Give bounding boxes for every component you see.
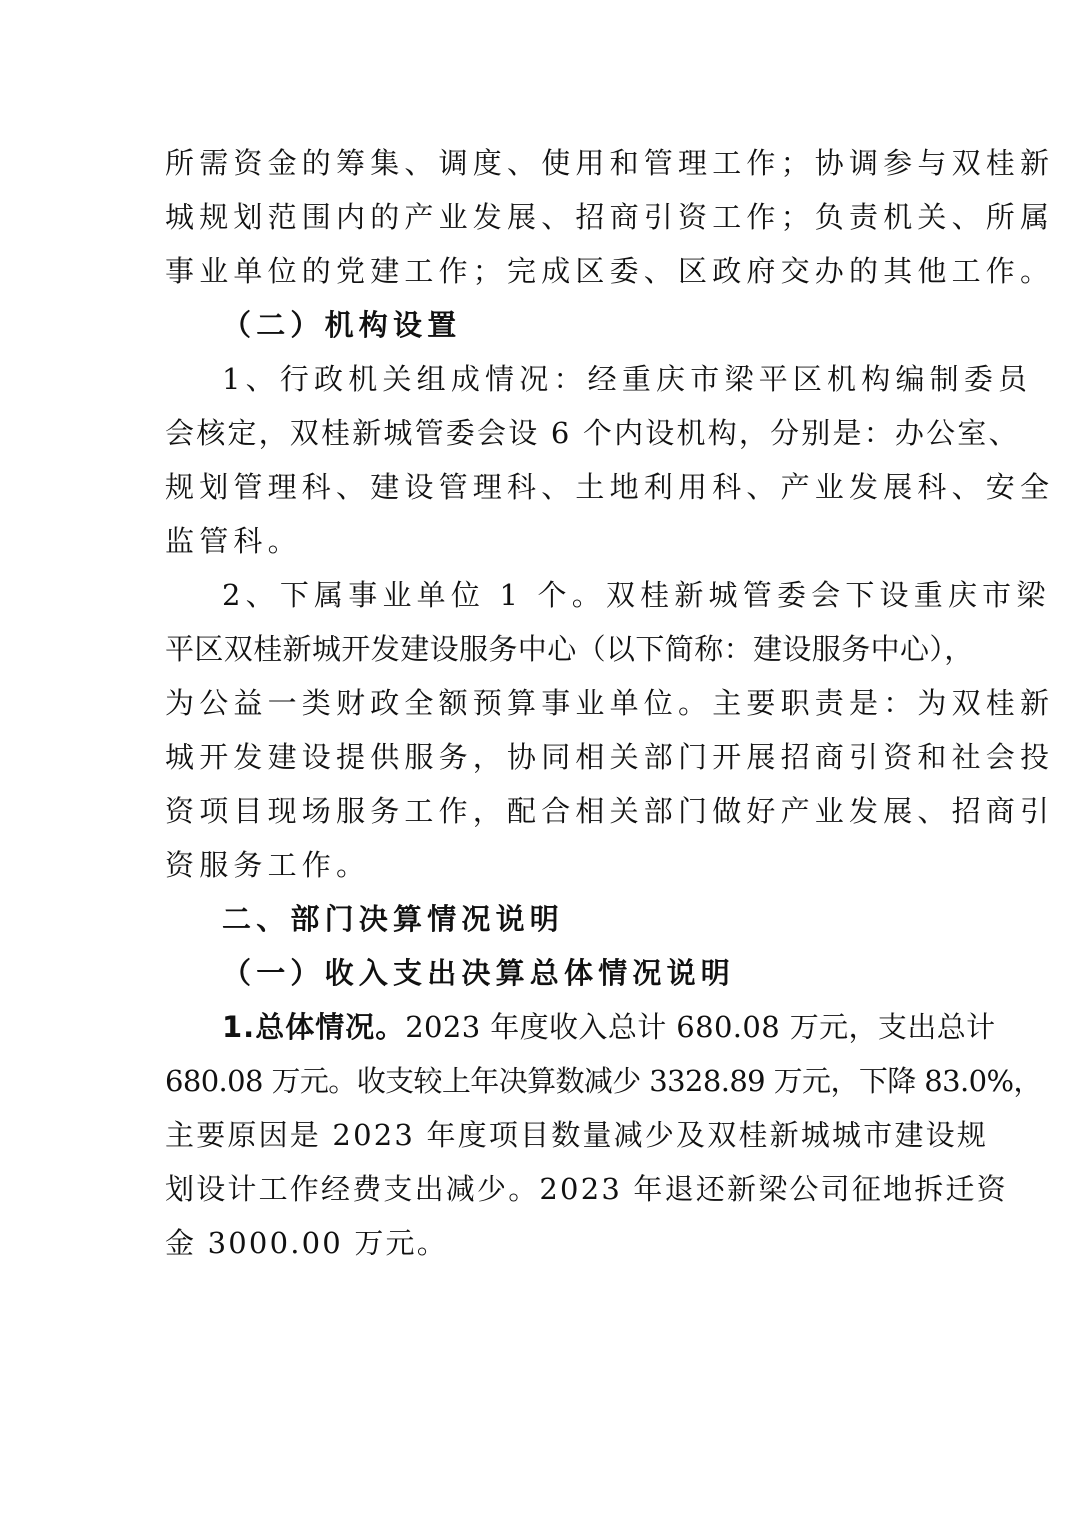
paragraph-line: 1、行政机关组成情况：经重庆市梁平区机构编制委员 xyxy=(222,362,1033,396)
paragraph-line: 为公益一类财政全额预算事业单位。主要职责是：为双桂新 xyxy=(165,686,1055,720)
paragraph-line: 规划管理科、建设管理科、土地利用科、产业发展科、安全 xyxy=(165,470,1055,504)
paragraph-line: 2、下属事业单位 1 个。双桂新城管委会下设重庆市梁 xyxy=(222,578,1051,612)
lead-text: 2023 年度收入总计 680.08 万元，支出总计 xyxy=(405,1010,996,1044)
paragraph-line: 资项目现场服务工作，配合相关部门做好产业发展、招商引 xyxy=(165,794,1055,828)
paragraph-line: 资服务工作。 xyxy=(165,848,371,882)
paragraph-line: 所需资金的筹集、调度、使用和管理工作；协调参与双桂新 xyxy=(165,146,1055,180)
section-heading: （二）机构设置 xyxy=(222,308,462,342)
paragraph-line: 主要原因是 2023 年度项目数量减少及双桂新城城市建设规 xyxy=(165,1118,989,1152)
paragraph-line: 城开发建设提供服务，协同相关部门开展招商引资和社会投 xyxy=(165,740,1055,774)
paragraph-line xyxy=(222,1009,996,1045)
section-heading: 二、部门决算情况说明 xyxy=(222,902,565,936)
paragraph-line: 平区双桂新城开发建设服务中心（以下简称：建设服务中心）， xyxy=(165,632,974,666)
paragraph-line: 事业单位的党建工作；完成区委、区政府交办的其他工作。 xyxy=(165,254,1055,288)
lead-phrase: 1.总体情况。 xyxy=(222,1010,406,1044)
paragraph-line: 监管科。 xyxy=(165,524,302,558)
paragraph-line: 金 3000.00 万元。 xyxy=(165,1226,448,1260)
paragraph-line: 城规划范围内的产业发展、招商引资工作；负责机关、所属 xyxy=(165,200,1055,234)
paragraph-line: 680.08 万元。收支较上年决算数减少 3328.89 万元，下降 83.0%， xyxy=(165,1064,1042,1098)
paragraph-line: 会核定，双桂新城管委会设 6 个内设机构，分别是：办公室、 xyxy=(165,416,1020,450)
subsection-heading: （一）收入支出决算总体情况说明 xyxy=(222,956,736,990)
paragraph-line: 划设计工作经费支出减少。2023 年退还新梁公司征地拆迁资 xyxy=(165,1172,1008,1206)
